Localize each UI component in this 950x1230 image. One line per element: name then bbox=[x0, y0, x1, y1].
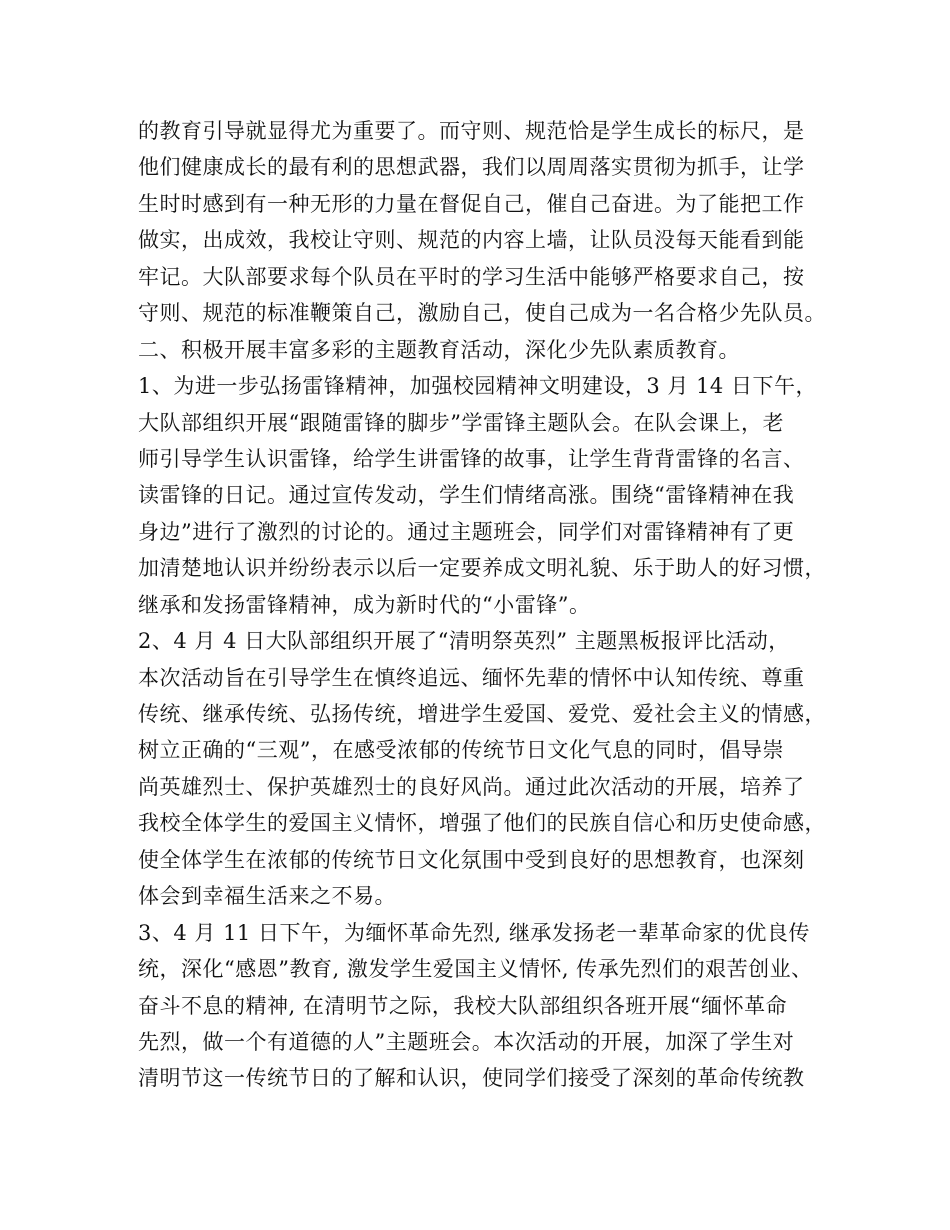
text-line: 的教育引导就显得尤为重要了。而守则、规范恰是学生成长的标尺，是 bbox=[138, 119, 805, 143]
text-line: 传统、继承传统、弘扬传统，增进学生爱国、爱党、爱社会主义的情感， bbox=[138, 702, 826, 726]
text-line: 守则、规范的标准鞭策自己，激励自己，使自己成为一名合格少先队员。 bbox=[138, 301, 826, 326]
text-line: 使全体学生在浓郁的传统节日文化氛围中受到良好的思想教育，也深刻 bbox=[138, 847, 805, 872]
text-line: 我校全体学生的爱国主义情怀，增强了他们的民族自信心和历史使命感， bbox=[138, 811, 826, 836]
section-heading: 二、积极开展丰富多彩的主题教育活动，深化少先队素质教育。 bbox=[138, 337, 740, 362]
text-line: 3、4 月 11 日下午，为缅怀革命先烈, 继承发扬老一辈革命家的优良传 bbox=[138, 920, 810, 945]
text-line: 体会到幸福生活来之不易。 bbox=[138, 884, 396, 909]
text-line: 生时时感到有一种无形的力量在督促自己，催自己奋进。为了能把工作 bbox=[138, 191, 805, 216]
text-line: 师引导学生认识雷锋，给学生讲雷锋的故事，让学生背背雷锋的名言、 bbox=[138, 446, 805, 471]
text-line: 他们健康成长的最有利的思想武器，我们以周周落实贯彻为抓手，让学 bbox=[138, 155, 805, 180]
text-line: 读雷锋的日记。通过宣传发动，学生们情绪高涨。围绕“雷锋精神在我 bbox=[138, 483, 795, 508]
text-line: 先烈，做一个有道德的人”主题班会。本次活动的开展，加深了学生对 bbox=[138, 1029, 795, 1054]
text-line: 1、为进一步弘扬雷锋精神，加强校园精神文明建设，3 月 14 日下午， bbox=[138, 374, 817, 399]
text-line: 牢记。大队部要求每个队员在平时的学习生活中能够严格要求自己，按 bbox=[138, 264, 805, 289]
text-line: 奋斗不息的精神, 在清明节之际，我校大队部组织各班开展“缅怀革命 bbox=[138, 993, 788, 1018]
text-line: 加清楚地认识并纷纷表示以后一定要养成文明礼貌、乐于助人的好习惯， bbox=[138, 556, 826, 581]
text-line: 2、4 月 4 日大队部组织开展了“清明祭英烈” 主题黑板报评比活动， bbox=[138, 629, 790, 654]
text-line: 大队部组织开展“跟随雷锋的脚步”学雷锋主题队会。在队会课上，老 bbox=[138, 410, 784, 435]
text-line: 做实，出成效，我校让守则、规范的内容上墙，让队员没每天能看到能 bbox=[138, 228, 805, 253]
text-line: 本次活动旨在引导学生在慎终追远、缅怀先辈的情怀中认知传统、尊重 bbox=[138, 665, 805, 690]
text-line: 清明节这一传统节日的了解和认识，使同学们接受了深刻的革命传统教 bbox=[138, 1066, 805, 1091]
text-line: 继承和发扬雷锋精神，成为新时代的“小雷锋”。 bbox=[138, 592, 591, 617]
text-line: 树立正确的“三观”，在感受浓郁的传统节日文化气息的同时，倡导崇 bbox=[138, 738, 784, 763]
text-line: 尚英雄烈士、保护英雄烈士的良好风尚。通过此次活动的开展，培养了 bbox=[138, 774, 805, 799]
text-line: 统，深化“感恩”教育, 激发学生爱国主义情怀, 传承先烈们的艰苦创业、 bbox=[138, 957, 813, 982]
text-line: 身边”进行了激烈的讨论的。通过主题班会，同学们对雷锋精神有了更 bbox=[138, 519, 795, 544]
document-body bbox=[138, 113, 828, 1097]
